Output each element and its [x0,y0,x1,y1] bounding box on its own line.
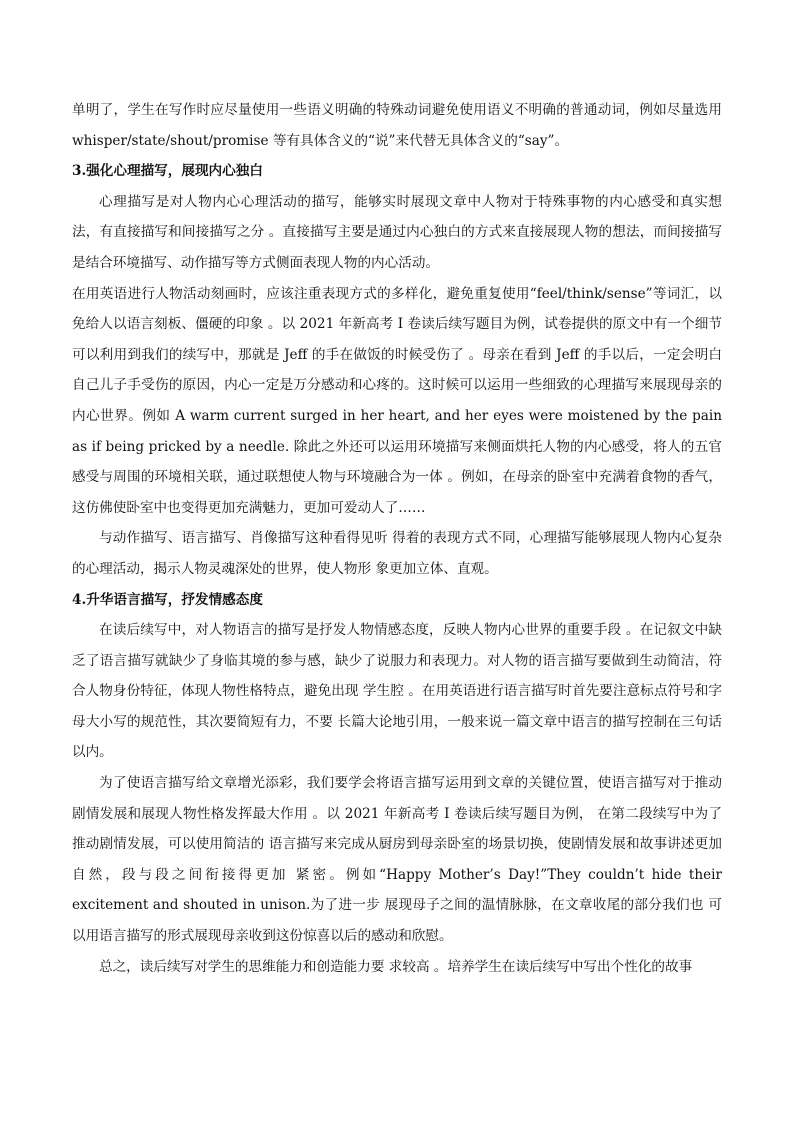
document-body [72,95,722,982]
section-3-paragraph-1: 心理描写是对人物内心心理活动的描写，能够实时展现文章中人物对于特殊事物的内心感受和真实想法，有直接描写和间接描写之分 。直接描写主要是通过内心独白的方式来直接展现人物的想法，而间接描写是结合环境描写、动作描写等方式侧面表现人物的内心活动。 [72,193,722,271]
section-3-heading: 3.强化心理描写，展现内心独白 [72,163,263,180]
section-4-paragraph-3: 总之，读后续写对学生的思维能力和创造能力要 求较高 。培养学生在读后续写中写出个性化的故事 [99,958,693,975]
intro-paragraph: 单明了，学生在写作时应尽量使用一些语义明确的特殊动词避免使用语义不明确的普通动词，例如尽量选用 whisper/state/shout/promise 等有具体含义的“说”来代替无具体含义的“say”。 [72,102,722,149]
section-4-paragraph-2: 为了使语言描写给文章增光添彩，我们要学会将语言描写运用到文章的关键位置，使语言描写对于推动剧情发展和展现人物性格发挥最大作用 。以 2021 年新高考 I 卷读后续写题目为例， 在第二段续写中为了推动剧情发展，可以使用简洁的 语言描写来完成从厨房到母亲卧室的场景切换，使剧情发展和故事讲述更加自然，段与段之间衔接得更加 紧密。例如“Happy Mother’s Day!”They couldn’t hide their excitement and shouted in unison.为了进一步 展现母子之间的温情脉脉，在文章收尾的部分我们也 可以用语言描写的形式展现母亲收到这份惊喜以后的感动和欣慰。 [72,775,722,945]
section-4-paragraph-1: 在读后续写中，对人物语言的描写是抒发人物情感态度，反映人物内心世界的重要手段 。在记叙文中缺乏了语言描写就缺少了身临其境的参与感，缺少了说服力和表现力。对人物的语言描写要做到生动简洁，符合人物身份特征，体现人物性格特点，避免出现 学生腔 。在用英语进行语言描写时首先要注意标点符号和字母大小写的规范性，其次要简短有力，不要 长篇大论地引用，一般来说一篇文章中语言的描写控制在三句话以内。 [72,622,722,761]
section-3-paragraph-2: 在用英语进行人物活动刻画时，应该注重表现方式的多样化，避免重复使用“feel/think/sense”等词汇，以免给人以语言刻板、僵硬的印象 。以 2021 年新高考 I 卷读后续写题目为例，试卷提供的原文中有一个细节可以利用到我们的续写中，那就是 Jeff 的手在做饭的时候受伤了 。母亲在看到 Jeff 的手以后，一定会明白自己儿子手受伤的原因，内心一定是万分感动和心疼的。这时候可以运用一些细致的心理描写来展现母亲的内心世界。例如 A warm current surged in her heart, and her eyes were moistened by the pain as if being pricked by a needle. 除此之外还可以运用环境描写来侧面烘托人物的内心感受，将人的五官感受与周围的环境相关联，通过联想使人物与环境融合为一体 。例如，在母亲的卧室中充满着食物的香气，这仿佛使卧室中也变得更加充满魅力，更加可爱动人了…… [72,285,722,516]
section-3-paragraph-3: 与动作描写、语言描写、肖像描写这种看得见听 得着的表现方式不同，心理描写能够展现人物内心复杂的心理活动，揭示人物灵魂深处的世界，使人物形 象更加立体、直观。 [72,530,722,577]
section-4-heading: 4.升华语言描写，抒发情感态度 [72,591,263,608]
